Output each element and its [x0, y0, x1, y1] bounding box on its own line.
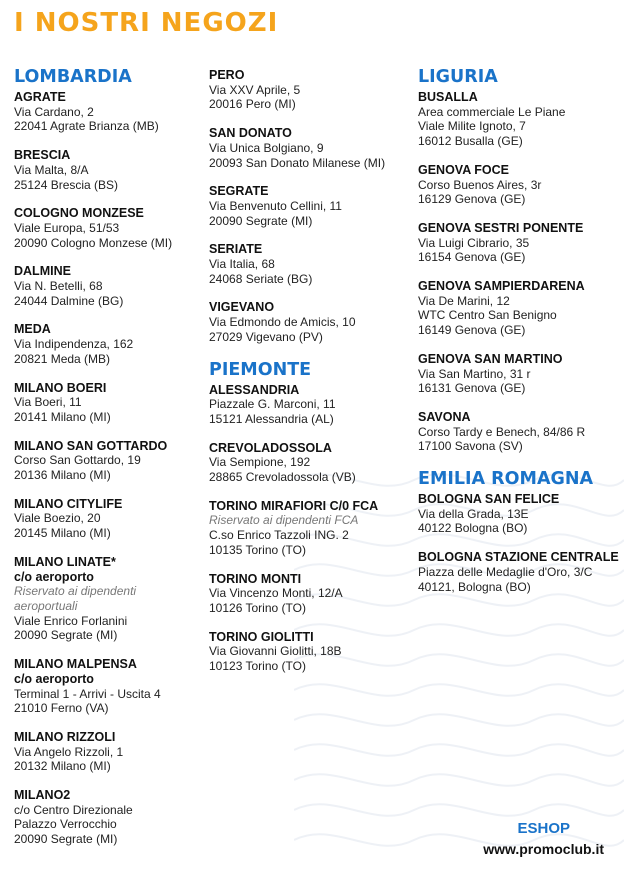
- store-location-note: c/o aeroporto: [14, 569, 94, 584]
- store-address-line: Corso San Gottardo, 19: [14, 453, 141, 468]
- store-entry: [418, 352, 623, 396]
- store-address-line: c/o Centro Direzionale: [14, 802, 133, 817]
- store-address-line: WTC Centro San Benigno: [418, 308, 557, 323]
- store-address-line: 16131 Genova (GE): [418, 381, 526, 396]
- store-entry: [14, 90, 204, 134]
- store-name: COLOGNO MONZESE: [14, 206, 144, 221]
- store-address-line: Via Italia, 68: [209, 257, 275, 272]
- store-address-line: 20093 San Donato Milanese (MI): [209, 155, 386, 170]
- store-name: SAVONA: [418, 409, 471, 424]
- store-address-line: 20136 Milano (MI): [14, 468, 111, 483]
- store-entry: [14, 381, 204, 425]
- store-entry: [418, 279, 623, 338]
- store-address-line: 10126 Torino (TO): [209, 600, 306, 615]
- store-name: SAN DONATO: [209, 126, 292, 141]
- store-address-line: Via Edmondo de Amicis, 10: [209, 315, 356, 330]
- store-address-line: Via N. Betelli, 68: [14, 279, 103, 294]
- store-entry: [14, 730, 204, 774]
- store-address-line: 40121, Bologna (BO): [418, 579, 531, 594]
- region-heading: PIEMONTE: [209, 359, 312, 380]
- store-name: CREVOLADOSSOLA: [209, 440, 332, 455]
- store-name: PERO: [209, 68, 245, 82]
- store-entry: [14, 264, 204, 308]
- store-name: TORINO MIRAFIORI C/0 FCA: [209, 498, 379, 513]
- store-address-line: Via Giovanni Giolitti, 18B: [209, 644, 342, 659]
- store-address-line: Via della Grada, 13E: [418, 506, 529, 521]
- store-name: TORINO MONTI: [209, 571, 302, 586]
- store-address-line: Corso Tardy e Benech, 84/86 R: [418, 424, 586, 439]
- store-entry: [14, 788, 204, 847]
- store-entry: [418, 550, 623, 594]
- store-address-line: 20090 Segrate (MI): [14, 832, 118, 847]
- store-entry: [209, 572, 414, 616]
- region-heading: EMILIA ROMAGNA: [418, 469, 594, 490]
- store-address-line: 28865 Crevoladossola (VB): [209, 470, 356, 485]
- store-address-line: 40122 Bologna (BO): [418, 521, 528, 536]
- store-address-line: Via Cardano, 2: [14, 104, 94, 119]
- store-address-line: 22041 Agrate Brianza (MB): [14, 119, 159, 134]
- store-name: VIGEVANO: [209, 300, 275, 315]
- store-restriction-note: Riservato ai dipendenti: [14, 584, 137, 599]
- store-name: SEGRATE: [209, 184, 269, 199]
- store-entry: [14, 322, 204, 366]
- store-address-line: Viale Europa, 51/53: [14, 220, 120, 235]
- store-entry: [418, 163, 623, 207]
- store-name: MILANO SAN GOTTARDO: [14, 438, 168, 453]
- store-address-line: Corso Buenos Aires, 3r: [418, 177, 542, 192]
- store-address-line: 10123 Torino (TO): [209, 659, 306, 674]
- store-entry: [418, 221, 623, 265]
- store-entry: [209, 68, 414, 112]
- store-name: DALMINE: [14, 264, 71, 279]
- store-address-line: C.so Enrico Tazzoli ING. 2: [209, 528, 349, 543]
- column-2: [209, 68, 414, 688]
- store-address-line: Palazzo Verrocchio: [14, 817, 117, 832]
- store-name: MILANO BOERI: [14, 380, 107, 395]
- store-name: MILANO LINATE*: [14, 554, 116, 569]
- eshop-label: ESHOP: [517, 820, 570, 837]
- store-address-line: 25124 Brescia (BS): [14, 177, 119, 192]
- region-heading: LOMBARDIA: [14, 67, 132, 87]
- store-name: GENOVA SAN MARTINO: [418, 351, 563, 366]
- store-address-line: 20141 Milano (MI): [14, 409, 111, 424]
- store-entry: [418, 492, 623, 536]
- store-name: MILANO MALPENSA: [14, 657, 137, 672]
- store-address-line: Via Malta, 8/A: [14, 162, 89, 177]
- store-name: BRESCIA: [14, 148, 71, 163]
- store-address-line: Piazza delle Medaglie d'Oro, 3/C: [418, 564, 593, 579]
- store-address-line: 27029 Vigevano (PV): [209, 329, 323, 344]
- store-address-line: Via San Martino, 31 r: [418, 366, 531, 381]
- store-entry: [14, 497, 204, 541]
- store-address-line: 17100 Savona (SV): [418, 439, 523, 454]
- store-entry: [209, 300, 414, 344]
- store-restriction-note: Riservato ai dipendenti FCA: [209, 513, 359, 528]
- store-address-line: 16149 Genova (GE): [418, 323, 526, 338]
- store-entry: [209, 126, 414, 170]
- store-address-line: Via Luigi Cibrario, 35: [418, 235, 530, 250]
- store-address-line: Viale Boezio, 20: [14, 511, 101, 526]
- store-entry: [14, 555, 204, 643]
- store-name: TORINO GIOLITTI: [209, 629, 314, 644]
- store-address-line: 20145 Milano (MI): [14, 526, 111, 541]
- store-name: GENOVA SESTRI PONENTE: [418, 220, 584, 235]
- store-entry: [209, 630, 414, 674]
- store-address-line: 20090 Segrate (MI): [14, 628, 118, 643]
- store-entry: [14, 657, 204, 716]
- store-entry: [209, 383, 414, 427]
- store-address-line: 24044 Dalmine (BG): [14, 293, 124, 308]
- store-location-note: c/o aeroporto: [14, 671, 94, 686]
- store-address-line: Terminal 1 - Arrivi - Uscita 4: [14, 686, 161, 701]
- store-address-line: 10135 Torino (TO): [209, 542, 306, 557]
- store-address-line: 16129 Genova (GE): [418, 192, 526, 207]
- store-address-line: 20132 Milano (MI): [14, 759, 111, 774]
- store-name: MEDA: [14, 322, 51, 337]
- store-address-line: Via XXV Aprile, 5: [209, 82, 301, 97]
- store-address-line: 20821 Meda (MB): [14, 351, 111, 366]
- store-name: GENOVA FOCE: [418, 162, 509, 177]
- store-address-line: 24068 Seriate (BG): [209, 271, 313, 286]
- region-heading: LIGURIA: [418, 67, 498, 87]
- store-restriction-note: aeroportuali: [14, 598, 78, 613]
- store-name: AGRATE: [14, 90, 66, 104]
- store-address-line: Via De Marini, 12: [418, 293, 510, 308]
- store-entry: [418, 410, 623, 454]
- store-entry: [14, 148, 204, 192]
- store-entry: [209, 184, 414, 228]
- store-name: MILANO RIZZOLI: [14, 729, 116, 744]
- store-address-line: Via Indipendenza, 162: [14, 337, 134, 352]
- store-name: GENOVA SAMPIERDARENA: [418, 279, 585, 294]
- store-address-line: Via Angelo Rizzoli, 1: [14, 744, 124, 759]
- store-entry: [14, 206, 204, 250]
- store-name: BOLOGNA SAN FELICE: [418, 492, 560, 507]
- column-1: [14, 66, 204, 861]
- store-address-line: 20016 Pero (MI): [209, 97, 296, 112]
- store-entry: [209, 242, 414, 286]
- store-address-line: Via Sempione, 192: [209, 455, 311, 470]
- store-name: BUSALLA: [418, 90, 478, 104]
- store-address-line: Area commerciale Le Piane: [418, 104, 566, 119]
- store-address-line: 20090 Segrate (MI): [209, 213, 313, 228]
- store-address-line: 16154 Genova (GE): [418, 250, 526, 265]
- store-address-line: Via Benvenuto Cellini, 11: [209, 198, 342, 213]
- store-entry: [418, 90, 623, 149]
- store-name: MILANO CITYLIFE: [14, 496, 123, 511]
- store-entry: [14, 439, 204, 483]
- store-address-line: Piazzale G. Marconi, 11: [209, 397, 336, 412]
- store-address-line: Via Vincenzo Monti, 12/A: [209, 586, 343, 601]
- store-address-line: 21010 Ferno (VA): [14, 701, 109, 716]
- store-name: BOLOGNA STAZIONE CENTRALE: [418, 550, 619, 565]
- store-entry: [209, 499, 414, 558]
- store-entry: [209, 441, 414, 485]
- eshop-link[interactable]: www.promoclub.it: [483, 841, 604, 857]
- store-name: SERIATE: [209, 242, 263, 257]
- store-name: ALESSANDRIA: [209, 382, 300, 397]
- store-address-line: 20090 Cologno Monzese (MI): [14, 235, 173, 250]
- store-address-line: Via Unica Bolgiano, 9: [209, 140, 324, 155]
- page-title: I NOSTRI NEGOZI: [14, 8, 279, 38]
- store-address-line: Via Boeri, 11: [14, 395, 82, 410]
- column-3: [418, 66, 623, 608]
- store-address-line: 15121 Alessandria (AL): [209, 411, 334, 426]
- store-address-line: 16012 Busalla (GE): [418, 134, 523, 149]
- store-name: MILANO2: [14, 788, 71, 803]
- store-address-line: Viale Enrico Forlanini: [14, 613, 128, 628]
- store-address-line: Viale Milite Ignoto, 7: [418, 119, 526, 134]
